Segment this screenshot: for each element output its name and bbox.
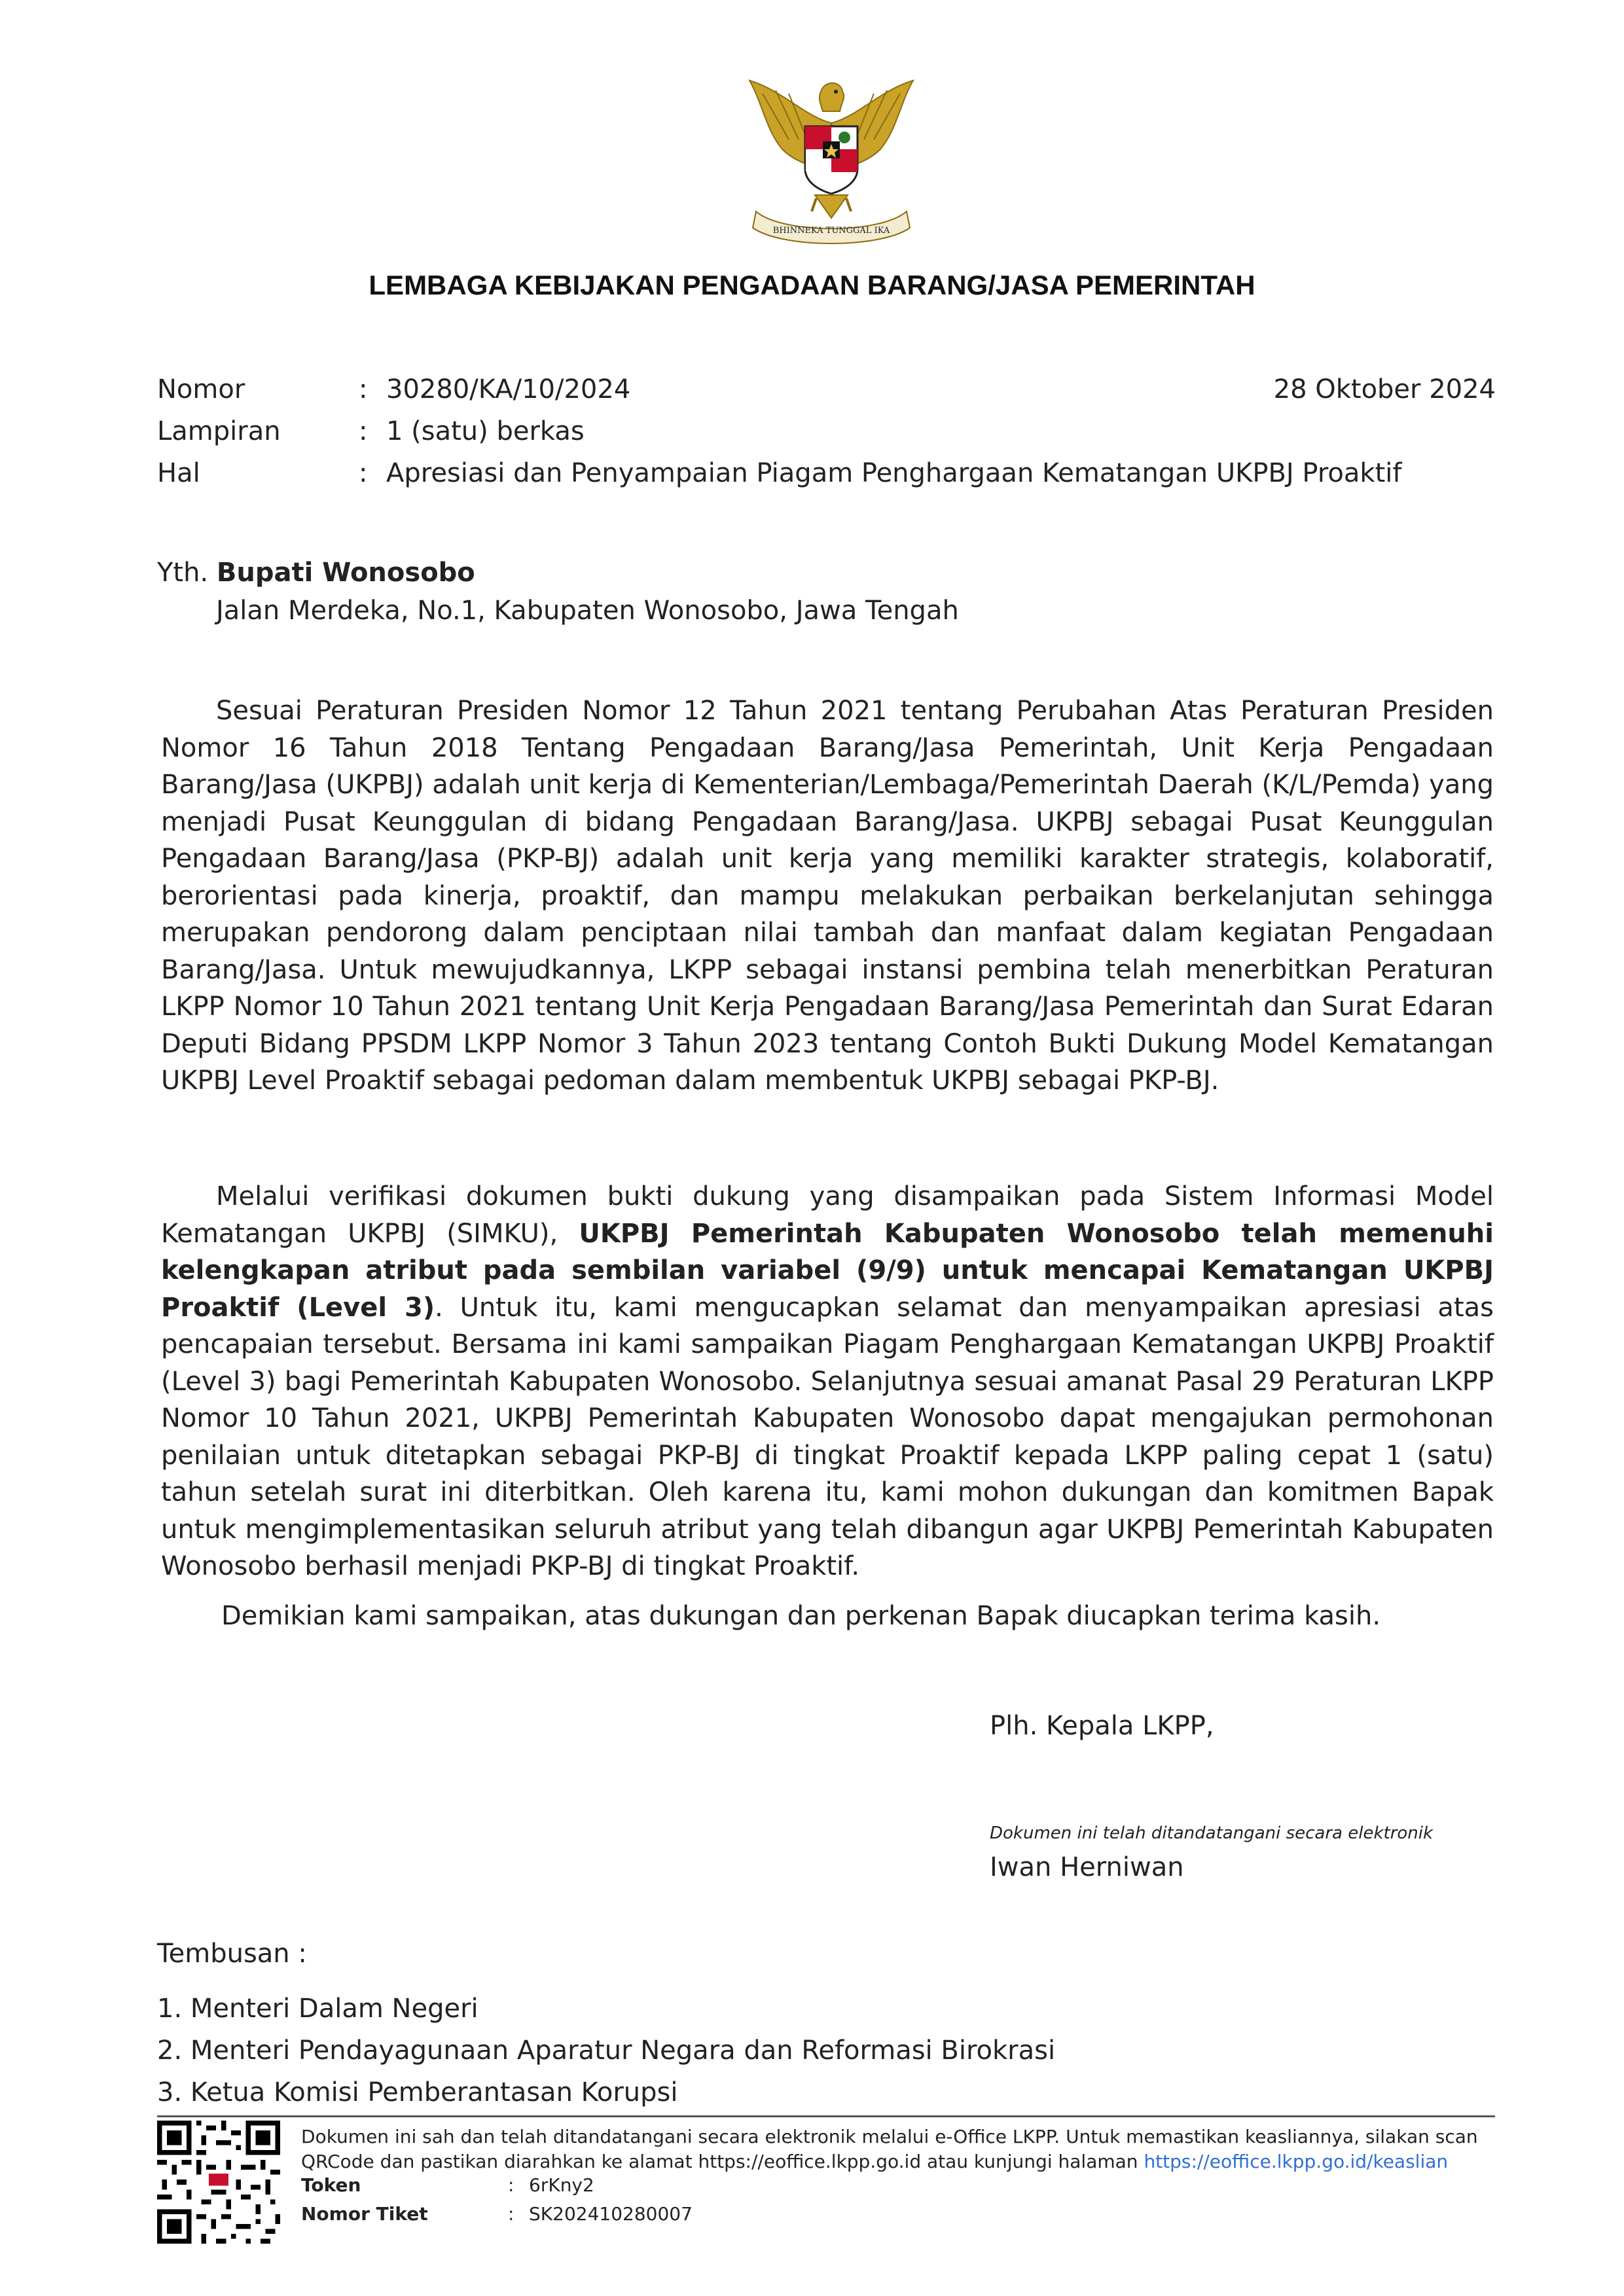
paragraph-2-bold: UKPBJ Pemerintah Kabupaten Wonosobo telah memenuhi kelengkapan atribut pada sembilan variabel (9/9) untuk mencapai Kematangan UKPBJ Proaktif (Level 3): [161, 1218, 1494, 1323]
addressee-name: Bupati Wonosobo: [216, 558, 475, 588]
signatory-name: Iwan Herniwan: [990, 1852, 1184, 1882]
footer-divider: [157, 2115, 1495, 2117]
hal-value: Apresiasi dan Penyampaian Piagam Penghargaan Kematangan UKPBJ Proaktif: [386, 458, 1402, 488]
ticket-value: SK202410280007: [529, 2203, 693, 2225]
letter-date: 28 Oktober 2024: [1273, 374, 1496, 404]
verification-link[interactable]: https://eoffice.lkpp.go.id/keaslian: [1144, 2151, 1449, 2172]
lampiran-colon: :: [359, 416, 368, 446]
lampiran-value: 1 (satu) berkas: [386, 416, 585, 446]
nomor-colon: :: [359, 374, 368, 404]
token-colon: :: [508, 2174, 514, 2196]
cc-item: 3. Ketua Komisi Pemberantasan Korupsi: [157, 2077, 678, 2108]
addressee-prefix: Yth.: [157, 558, 209, 588]
ticket-label: Nomor Tiket: [301, 2203, 428, 2225]
qr-code-icon[interactable]: [157, 2121, 280, 2244]
token-label: Token: [301, 2174, 361, 2196]
addressee-address: Jalan Merdeka, No.1, Kabupaten Wonosobo, Jawa Tengah: [216, 596, 959, 626]
addressee: [157, 558, 475, 588]
ticket-colon: :: [508, 2203, 514, 2225]
organization-name: LEMBAGA KEBIJAKAN PENGADAAN BARANG/JASA PEMERINTAH: [369, 270, 1255, 300]
cc-title: Tembusan :: [157, 1939, 307, 1969]
hal-label: Hal: [157, 458, 200, 488]
body-paragraph-2: [161, 1178, 1494, 1585]
lampiran-label: Lampiran: [157, 416, 281, 446]
signatory-role: Plh. Kepala LKPP,: [990, 1711, 1214, 1741]
footer-note-text: Dokumen ini sah dan telah ditandatangani secara elektronik melalui e-Office LKPP. Untuk memastikan keasliannya, silakan scan QRCode dan pastikan diarahkan ke alamat https://eoffice.lkpp.go.id atau kunjungi halaman: [301, 2126, 1478, 2172]
token-value: 6rKny2: [529, 2174, 594, 2196]
footer-verification-note: [301, 2125, 1499, 2174]
nomor-label: Nomor: [157, 374, 245, 404]
cc-item: 1. Menteri Dalam Negeri: [157, 1994, 478, 2024]
paragraph-2-end: . Untuk itu, kami mengucapkan selamat dan menyampaikan apresiasi atas pencapaian tersebut. Bersama ini kami sampaikan Piagam Penghargaan Kematangan UKPBJ Proaktif (Level 3) bagi Pemerintah Kabupaten Wonosobo. Selanjutnya sesuai amanat Pasal 29 Peraturan LKPP Nomor 10 Tahun 2021, UKPBJ Pemerintah Kabupaten Wonosobo dapat mengajukan permohonan penilaian untuk ditetapkan sebagai PKP-BJ di tingkat Proaktif kepada LKPP paling cepat 1 (satu) tahun setelah surat ini diterbitkan. Oleh karena itu, kami mohon dukungan dan komitmen Bapak untuk mengimplementasikan seluruh atribut yang telah dibangun agar UKPBJ Pemerintah Kabupaten Wonosobo berhasil menjadi PKP-BJ di tingkat Proaktif.: [161, 1292, 1494, 1581]
nomor-value: 30280/KA/10/2024: [386, 374, 631, 404]
paragraph-2-start: Melalui verifikasi dokumen bukti dukung yang disampaikan pada Sistem Informasi Model Kematangan UKPBJ (SIMKU),: [161, 1181, 1494, 1249]
emblem-motto: BHINNEKA TUNGGAL IKA: [772, 226, 890, 236]
garuda-emblem-icon: [743, 77, 920, 247]
e-signature-note: Dokumen ini telah ditandatangani secara elektronik: [990, 1823, 1434, 1843]
cc-item: 2. Menteri Pendayagunaan Aparatur Negara dan Reformasi Birokrasi: [157, 2036, 1056, 2066]
body-paragraph-1: Sesuai Peraturan Presiden Nomor 12 Tahun 2021 tentang Perubahan Atas Peraturan Presiden Nomor 16 Tahun 2018 Tentang Pengadaan Barang/Jasa Pemerintah, Unit Kerja Pengadaan Barang/Jasa (UKPBJ) adalah unit kerja di Kementerian/Lembaga/Pemerintah Daerah (K/L/Pemda) yang menjadi Pusat Keunggulan di bidang Pengadaan Barang/Jasa. UKPBJ sebagai Pusat Keunggulan Pengadaan Barang/Jasa (PKP-BJ) adalah unit kerja yang memiliki karakter strategis, kolaboratif, berorientasi pada kinerja, proaktif, dan mampu melakukan perbaikan berkelanjutan sehingga merupakan pendorong dalam penciptaan nilai tambah dan manfaat dalam kegiatan Pengadaan Barang/Jasa. Untuk mewujudkannya, LKPP sebagai instansi pembina telah menerbitkan Peraturan LKPP Nomor 10 Tahun 2021 tentang Unit Kerja Pengadaan Barang/Jasa Pemerintah dan Surat Edaran Deputi Bidang PPSDM LKPP Nomor 3 Tahun 2023 tentang Contoh Bukti Dukung Model Kematangan UKPBJ Level Proaktif sebagai pedoman dalam membentuk UKPBJ sebagai PKP-BJ.: [161, 696, 1494, 1096]
closing-sentence: Demikian kami sampaikan, atas dukungan dan perkenan Bapak diucapkan terima kasih.: [221, 1601, 1381, 1631]
hal-colon: :: [359, 458, 368, 488]
